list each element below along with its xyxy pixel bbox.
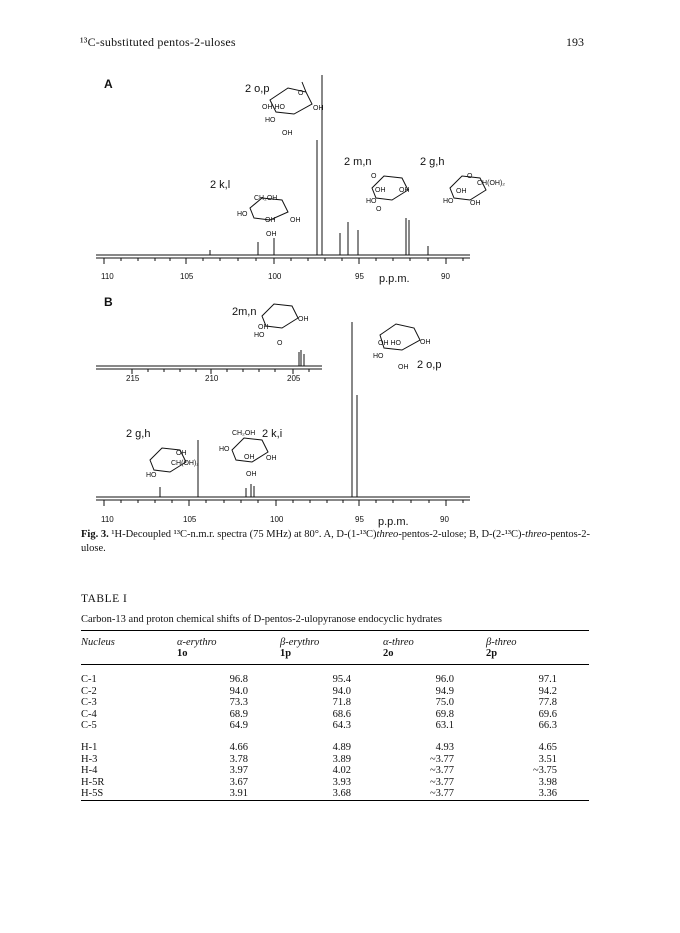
struct-a3-ho: HO (366, 198, 377, 205)
panel-b-axis (96, 500, 470, 506)
compound-2p: 2p (486, 648, 498, 659)
table-cell-value: 3.78 (229, 753, 248, 765)
table-cell-nucleus: C-3 (81, 697, 97, 709)
panel-a-letter: A (104, 77, 113, 91)
table-label: TABLE I (81, 593, 128, 605)
table-cell-value: 64.3 (332, 720, 351, 732)
caption-text-2: -pentos-2-ulose; B, (398, 529, 482, 540)
table-cell-value: 3.91 (229, 788, 248, 800)
table-cell-value: 97.1 (538, 674, 557, 685)
figure-caption (81, 528, 591, 556)
panel-b-letter: B (104, 295, 113, 309)
panel-b-inset-tick-215: 215 (126, 374, 140, 383)
carbon-rows (81, 665, 589, 732)
table-cell-value: ~3.77 (429, 765, 454, 777)
struct-b3-ho: HO (146, 472, 157, 479)
struct-b4-ch2oh: CH₂OH (232, 430, 256, 437)
struct-b4-oh2: OH (266, 455, 277, 462)
table-cell-value: 75.0 (435, 697, 454, 709)
table-cell-value: 96.8 (229, 674, 248, 685)
panel-b-inset-peaks (299, 350, 304, 366)
struct-a1-oh: OH (313, 105, 324, 112)
table-row (81, 765, 589, 777)
header-alpha-erythro: α-erythro (177, 637, 217, 648)
table-cell-value: 95.4 (332, 674, 351, 685)
figure-label: Fig. 3. (81, 529, 109, 540)
struct-a3-oh2: OH (399, 187, 410, 194)
struct-b4-ho: HO (219, 446, 230, 453)
panel-b-tick-110: 110 (101, 515, 114, 524)
panel-a-tick-90: 90 (441, 272, 450, 281)
struct-b3-choh2: CH(OH)₂ (171, 460, 199, 467)
table-cell-value: 94.0 (229, 685, 248, 697)
struct-b1-oh: OH (258, 324, 269, 331)
panel-a-tick-110: 110 (101, 272, 114, 281)
panel-a-axis (96, 258, 470, 264)
panel-a-axis-unit: p.p.m. (379, 273, 410, 285)
compound-1o: 1o (177, 648, 188, 659)
struct-a2-ch2oh: CH₂OH (254, 195, 278, 202)
struct-a3-o: O (371, 173, 377, 180)
table-header-row (81, 631, 589, 649)
panel-b-tick-90: 90 (440, 515, 449, 524)
header-nucleus: Nucleus (81, 637, 115, 648)
table-cell-value: 3.67 (229, 776, 248, 788)
struct-b2-ho: HO (373, 353, 384, 360)
table-row (81, 777, 589, 789)
struct-b3-oh: OH (176, 450, 187, 457)
panel-b-label-gh: 2 g,h (126, 428, 151, 440)
caption-text-1: ¹H-Decoupled ¹³C-n.m.r. spectra (75 MHz) at 80°. A, (108, 529, 337, 540)
struct-a1-hoho: OH HO (262, 104, 285, 111)
panel-a-peaks (210, 75, 428, 255)
table-cell-value: 63.1 (435, 720, 454, 732)
table-cell-value: 73.3 (229, 697, 248, 709)
struct-b2-ohho: OH HO (378, 340, 401, 347)
struct-a1-ho: HO (265, 117, 276, 124)
table-cell-value: 69.6 (538, 708, 557, 720)
caption-text-a: D-(1-¹³C) (336, 529, 377, 540)
panel-a-tick-100: 100 (268, 272, 282, 281)
struct-a4-choh2: CH(OH)₂ (477, 180, 505, 187)
panel-b-peaks (160, 322, 357, 497)
table-cell-nucleus: C-4 (81, 708, 97, 720)
table-title: Carbon-13 and proton chemical shifts of D-pentos-2-ulopyranose endocyclic hydrates (81, 614, 442, 625)
struct-a2-ho: HO (237, 211, 248, 218)
struct-a1-o: O (298, 90, 304, 97)
struct-a4-ho: HO (443, 198, 454, 205)
struct-a4-o: O (467, 173, 473, 180)
table-cell-value: ~3.77 (429, 776, 454, 788)
table-cell-value: 3.51 (538, 753, 557, 765)
panel-b-inset-tick-210: 210 (205, 374, 219, 383)
caption-text-b: D-(2-¹³C)- (481, 529, 526, 540)
table-cell-value: 94.2 (538, 685, 557, 697)
running-title: ¹³C-substituted pentos-2-uloses (80, 35, 236, 49)
struct-b4-oh: OH (244, 454, 255, 461)
table-cell-value: 68.9 (229, 708, 248, 720)
table-cell-value: 3.93 (332, 776, 351, 788)
table-cell-nucleus: C-1 (81, 674, 97, 685)
struct-b1-o: O (277, 340, 283, 347)
struct-a2-oh2: OH (290, 217, 301, 224)
table-cell-value: 64.9 (229, 720, 248, 732)
table-compound-row (81, 648, 589, 665)
panel-b-label-op: 2 o,p (417, 359, 442, 371)
table-cell-value: 94.0 (332, 685, 351, 697)
panel-b-tick-100: 100 (270, 515, 284, 524)
struct-b1-oh2: OH (298, 316, 309, 323)
table-cell-value: 3.97 (229, 765, 248, 777)
struct-a4-oh: OH (456, 188, 467, 195)
panel-b-tick-105: 105 (183, 515, 197, 524)
panel-a-tick-105: 105 (180, 272, 194, 281)
table-cell-nucleus: C-2 (81, 685, 97, 697)
table-cell-value: 4.89 (332, 741, 351, 753)
caption-text-3: -pentos-2-ulose. (81, 529, 590, 554)
header-beta-threo: β-threo (486, 637, 517, 648)
panel-b-inset-label: 2m,n (232, 306, 257, 318)
table-row (81, 788, 589, 800)
panel-b-tick-95: 95 (355, 515, 364, 524)
struct-a2-oh3: OH (266, 231, 277, 238)
panel-a-label-kl: 2 k,l (210, 179, 231, 191)
table-cell-value: 4.65 (538, 741, 557, 753)
chemical-shift-table (81, 630, 589, 801)
panel-a-label-mn: 2 m,n (344, 156, 372, 168)
table-row (81, 742, 589, 754)
table-row (81, 709, 589, 721)
table-cell-value: 69.8 (435, 708, 454, 720)
struct-a2-oh: OH (265, 217, 276, 224)
struct-a4-oh2: OH (470, 200, 481, 207)
table-row (81, 720, 589, 732)
table-cell-value: 3.36 (538, 788, 557, 800)
caption-text-b-italic: threo (525, 529, 547, 540)
table-cell-nucleus: H-5R (81, 776, 105, 788)
table-row (81, 686, 589, 698)
compound-blank (81, 648, 177, 665)
table-cell-value: 68.6 (332, 708, 351, 720)
table-cell-nucleus: C-5 (81, 720, 97, 732)
table-cell-nucleus: H-1 (81, 741, 98, 753)
header-alpha-threo: α-threo (383, 637, 414, 648)
table-cell-value: 71.8 (332, 697, 351, 709)
struct-a3-o2: O (376, 206, 382, 213)
table-row (81, 697, 589, 709)
panel-a-tick-95: 95 (355, 272, 364, 281)
table-cell-value: 3.89 (332, 753, 351, 765)
caption-text-a-italic: threo (376, 529, 399, 540)
panel-a-label-gh: 2 g,h (420, 156, 445, 168)
table-cell-value: 4.02 (332, 765, 351, 777)
compound-2o: 2o (383, 648, 394, 659)
struct-b4-oh3: OH (246, 471, 257, 478)
table-cell-value: 94.9 (435, 685, 454, 697)
panel-a-label-op: 2 o,p (245, 83, 270, 95)
table-row (81, 754, 589, 766)
struct-b2-oh2: OH (398, 364, 409, 371)
table-cell-value: 3.98 (538, 776, 557, 788)
table-cell-value: ~3.77 (429, 788, 454, 800)
table-cell-nucleus: H-3 (81, 753, 98, 765)
header-beta-erythro: β-erythro (280, 637, 320, 648)
table-cell-value: 4.93 (435, 741, 454, 753)
struct-a1-oh2: OH (282, 130, 293, 137)
table-cell-value: 77.8 (538, 697, 557, 709)
table-cell-nucleus: H-4 (81, 765, 98, 777)
panel-b-inset-tick-205: 205 (287, 374, 301, 383)
table-cell-value: 3.68 (332, 788, 351, 800)
panel-b-label-ki: 2 k,i (262, 428, 283, 440)
compound-1p: 1p (280, 648, 292, 659)
table-cell-value: 66.3 (538, 720, 557, 732)
table-cell-value: 4.66 (229, 741, 248, 753)
table-cell-nucleus: H-5S (81, 788, 104, 800)
struct-b1-ho: HO (254, 332, 265, 339)
panel-b-axis-unit: p.p.m. (378, 516, 409, 528)
table-cell-value: ~3.77 (429, 753, 454, 765)
proton-rows (81, 732, 589, 800)
table-cell-value: ~3.75 (532, 765, 557, 777)
struct-a3-oh: OH (375, 187, 386, 194)
table-row (81, 674, 589, 686)
table-cell-value: 96.0 (435, 674, 454, 685)
panel-b-inset-axis (96, 366, 322, 374)
struct-b2-oh: OH (420, 339, 431, 346)
page-number: 193 (566, 35, 584, 49)
